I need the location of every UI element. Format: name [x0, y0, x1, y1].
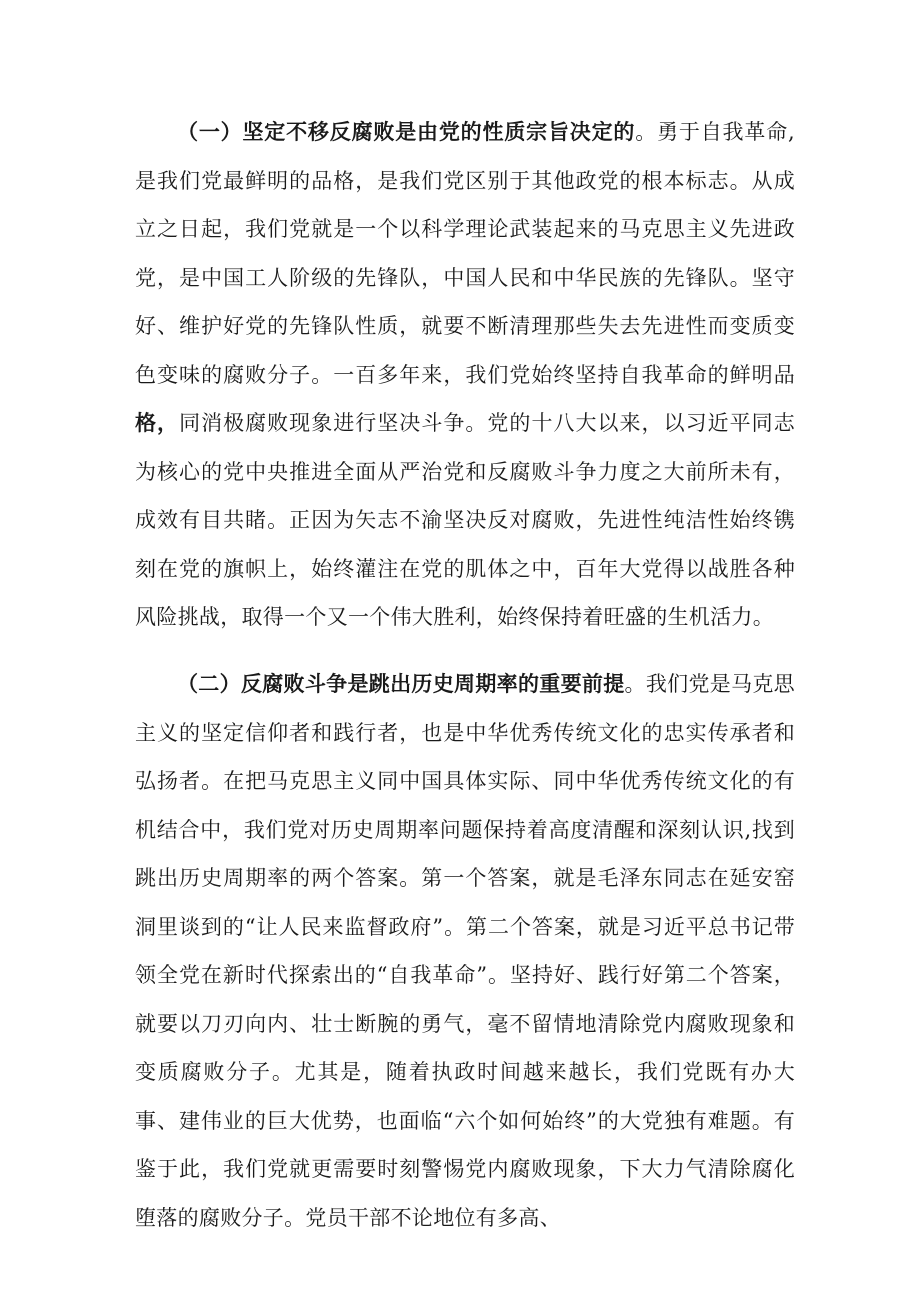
section-1-heading: （一）坚定不移反腐败是由党的性质宗旨决定的: [177, 119, 636, 144]
section-2-text: 。我们党是马克思主义的坚定信仰者和践行者，也是中华优秀传统文化的忠实传承者和弘扬者。在把马克思主义同中国具体实际、同中华优秀传统文化的有机结合中，我们党对历史周期率问题保持着高度清醒和深刻认识,找到跳出历史周期率的两个答案。第一个答案，就是毛泽东同志在延安窑洞里谈到的“让人民来监督政府”。第二个答案，就是习近平总书记带领全党在新时代探索出的“自我革命”。坚持好、践行好第二个答案，就要以刀刃向内、壮士断腕的勇气，毫不留情地清除党内腐败现象和变质腐败分子。尤其是，随着执政时间越来越长，我们党既有办大事、建伟业的巨大优势，也面临“六个如何始终”的大党独有难题。有鉴于此，我们党就更需要时刻警惕党内腐败现象，下大力气清除腐化堕落的腐败分子。党员干部不论地位有多高、: [135, 672, 795, 1230]
paragraph-section-2: [135, 660, 795, 1242]
section-1-text-b: 同消极腐败现象进行坚决斗争。党的十八大以来，以习近平同志为核心的党中央推进全面从严治党和反腐败斗争力度之大前所未有，成效有目共睹。正因为矢志不渝坚决反对腐败，先进性纯洁性始终镌刻在党的旗帜上，始终灌注在党的肌体之中，百年大党得以战胜各种风险挑战，取得一个又一个伟大胜利，始终保持着旺盛的生机活力。: [135, 411, 795, 629]
section-1-text-a: 。勇于自我革命,是我们党最鲜明的品格，是我们党区别于其他政党的根本标志。从成立之日起，我们党就是一个以科学理论武装起来的马克思主义先进政党，是中国工人阶级的先锋队，中国人民和中华民族的先锋队。坚守好、维护好党的先锋队性质，就要不断清理那些失去先进性而变质变色变味的腐败分子。一百多年来，我们党始终坚持自我革命的鲜明品: [135, 120, 795, 387]
paragraph-section-1: [135, 108, 795, 642]
section-2-heading: （二）反腐败斗争是跳出历史周期率的重要前提: [177, 671, 625, 696]
section-1-bold-char: 格，: [135, 410, 180, 435]
